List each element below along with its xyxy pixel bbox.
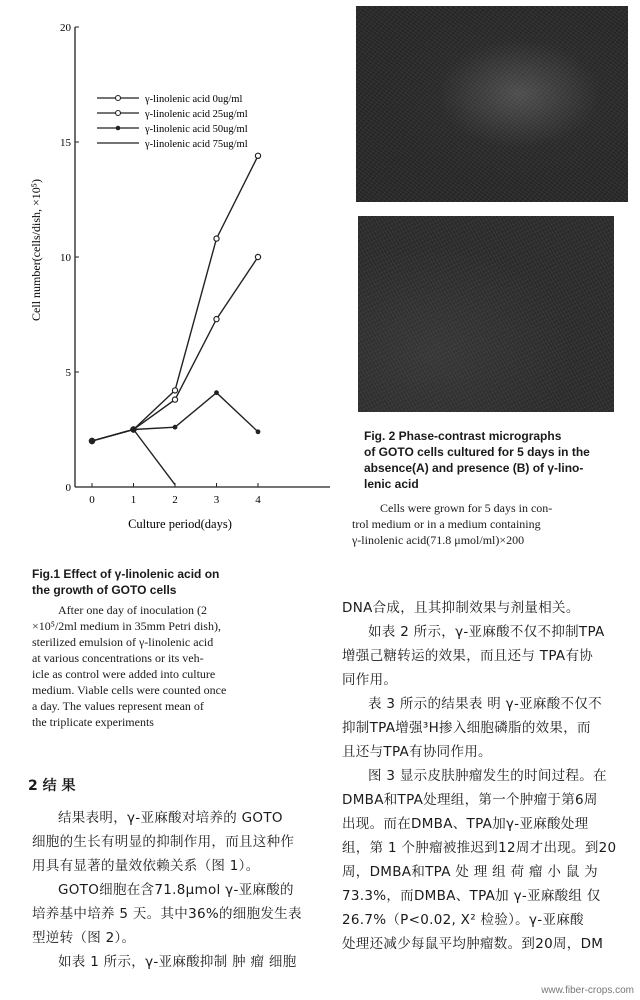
body-line: 26.7%（P<0.02, X² 检验）。γ-亚麻酸 (342, 912, 584, 928)
data-point (255, 153, 260, 158)
body-line: 结果表明，γ-亚麻酸对培养的 GOTO (58, 810, 283, 826)
body-line: 增强己糖转运的效果，而且还与 TPA有协 (342, 648, 594, 664)
legend-marker (116, 126, 121, 131)
body-line: 73.3%，而DMBA、TPA加 γ-亚麻酸组 仅 (342, 888, 601, 904)
fig1-note-line: medium. Viable cells were counted once (32, 683, 227, 697)
legend-label: γ-linolenic acid 50ug/ml (145, 124, 248, 135)
fig1-title-line2: the growth of GOTO cells (32, 583, 177, 597)
body-line: 处理还减少每鼠平均肿瘤数。到20周，DM (342, 936, 604, 952)
x-axis-label: Culture period(days) (128, 517, 232, 531)
data-point (172, 397, 177, 402)
body-line: 抑制TPA增强³H掺入细胞磷脂的效果，而 (342, 720, 591, 736)
fig1-note-line: icle as control were added into culture (32, 667, 216, 681)
fig2-caption-line: lenic acid (364, 477, 419, 491)
fig1-note-line: After one day of inoculation (2 (58, 603, 207, 617)
x-tick-label: 0 (89, 494, 95, 506)
x-tick-label: 2 (172, 494, 178, 506)
data-point (255, 254, 260, 259)
fig1-caption (32, 566, 312, 598)
watermark: www.fiber-crops.com (541, 985, 634, 996)
y-tick-label: 5 (65, 367, 71, 379)
legend-label: γ-linolenic acid 25ug/ml (145, 109, 248, 120)
body-line: 如表 1 所示，γ-亚麻酸抑制 肿 瘤 细胞 (58, 954, 297, 970)
y-tick-label: 0 (65, 482, 71, 494)
legend-marker (116, 96, 121, 101)
right-body-text (342, 596, 634, 956)
x-tick-label: 4 (255, 494, 261, 506)
x-tick-label: 3 (213, 494, 220, 506)
legend-label: γ-linolenic acid 0ug/ml (145, 94, 243, 105)
body-line: 表 3 所示的结果表 明 γ-亚麻酸不仅不 (368, 696, 602, 712)
micrograph-a (356, 6, 628, 202)
body-line: 组，第 1 个肿瘤被推迟到12周才出现。到20 (342, 840, 617, 856)
fig2-caption-line: absence(A) and presence (B) of γ-lino- (364, 461, 584, 475)
body-line: 图 3 显示皮肤肿瘤发生的时间过程。在 (368, 768, 607, 784)
x-tick-label: 1 (130, 494, 137, 506)
fig2-note (352, 500, 632, 548)
fig1-note-line: sterilized emulsion of γ-linolenic acid (32, 635, 214, 649)
body-line: DNA合成，且其抑制效果与剂量相关。 (342, 600, 580, 616)
fig2-note-line: Cells were grown for 5 days in con- (380, 501, 553, 515)
body-line: 型逆转（图 2）。 (32, 930, 136, 946)
body-line: 细胞的生长有明显的抑制作用，而且这种作 (32, 834, 295, 850)
fig1-note-line: a day. The values represent mean of (32, 699, 204, 713)
chart-series (89, 153, 260, 485)
body-line: 且还与TPA有协同作用。 (342, 744, 492, 760)
data-point (172, 388, 177, 393)
data-point (214, 317, 219, 322)
body-line: 培养基中培养 5 天。其中36%的细胞发生表 (32, 906, 302, 922)
fig1-note-line: the triplicate experiments (32, 715, 154, 729)
body-line: DMBA和TPA处理组，第一个肿瘤于第6周 (342, 792, 598, 808)
y-axis-label: Cell number(cells/dish, ×10⁵) (29, 179, 43, 321)
fig1-note-line: ×10⁵/2ml medium in 35mm Petri dish), (32, 619, 221, 633)
fig1-chart (29, 0, 335, 560)
fig2-caption-line: of GOTO cells cultured for 5 days in the (364, 445, 590, 459)
y-tick-label: 15 (60, 137, 71, 149)
micrograph-b (358, 216, 614, 412)
data-point (214, 390, 219, 395)
section-heading: 2 结 果 (28, 778, 76, 794)
legend-marker (116, 111, 121, 116)
legend-label: γ-linolenic acid 75ug/ml (145, 139, 248, 150)
fig2-caption-line: Fig. 2 Phase-contrast micrographs (364, 429, 562, 443)
fig1-note (32, 602, 312, 730)
series-line-3 (92, 430, 175, 485)
data-point (256, 429, 261, 434)
fig1-title-line1: Fig.1 Effect of γ-linolenic acid on (32, 567, 220, 581)
body-line: 周，DMBA和TPA 处 理 组 荷 瘤 小 鼠 为 (342, 864, 598, 880)
series-line-1 (92, 257, 258, 441)
chart-legend (97, 94, 248, 150)
y-tick-label: 10 (60, 252, 71, 264)
fig2-note-line: trol medium or in a medium containing (352, 517, 541, 531)
data-point (214, 236, 219, 241)
body-line: 如表 2 所示，γ-亚麻酸不仅不抑制TPA (368, 624, 605, 640)
body-line: 同作用。 (342, 672, 398, 688)
body-line: 用具有显著的量效依赖关系（图 1）。 (32, 858, 260, 874)
body-line: GOTO细胞在含71.8μmol γ-亚麻酸的 (58, 882, 294, 898)
body-line: 出现。而在DMBA、TPA加γ-亚麻酸处理 (342, 816, 589, 832)
fig2-caption (364, 428, 634, 492)
y-tick-label: 20 (60, 22, 71, 34)
fig2-note-line: γ-linolenic acid(71.8 μmol/ml)×200 (352, 533, 525, 547)
left-body-text (32, 806, 317, 974)
fig1-note-line: at various concentrations or its veh- (32, 651, 204, 665)
data-point (173, 425, 178, 430)
